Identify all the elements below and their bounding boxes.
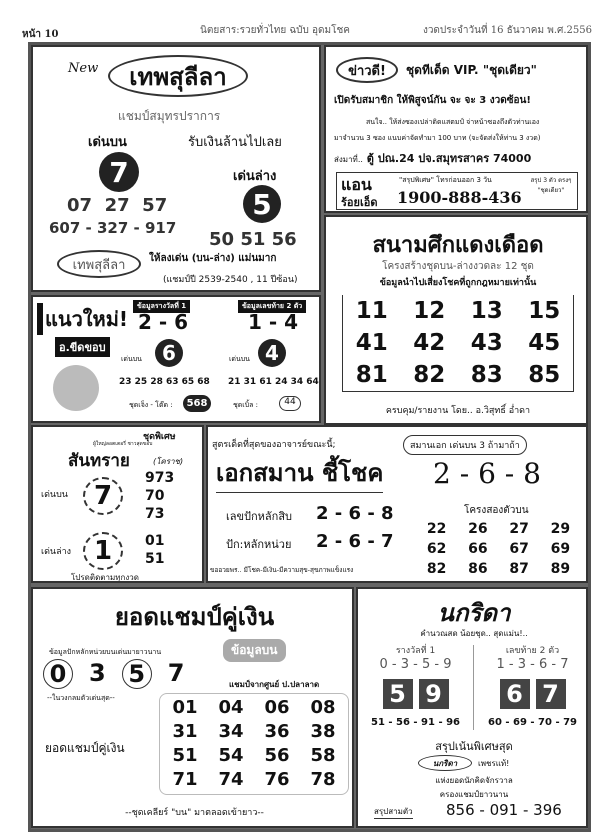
yot-side: ยอดแชมป์คู่เงิน <box>45 741 125 755</box>
circle-note: --ในวงกลมตัวเด่นสุด-- <box>47 694 115 702</box>
num: 01 <box>145 533 165 549</box>
nakrida-title: นกริดา <box>437 599 511 627</box>
number: 71 <box>172 769 198 790</box>
aan-promo: "สรุปพิเศษ" โทรก่อนออก 3 วัน <box>399 176 492 184</box>
ek-title: เอกสมาน ชี้โชค <box>216 453 383 493</box>
yot-champ-panel <box>31 587 354 828</box>
number: 66 <box>468 541 488 557</box>
santhrai-place: (โคราช) <box>153 457 184 466</box>
digit-circled: 5 <box>122 659 152 689</box>
number: 27 <box>509 521 529 537</box>
divider <box>473 645 474 730</box>
santhrai-small: ผู้ใหญ่ลอตเตอรี่ ชาวสุดขอบ <box>93 441 153 447</box>
vip-title-text: ชุดทีเด็ด VIP. <box>406 63 479 77</box>
aan-phone: 1900-888-436 <box>397 188 522 207</box>
number: 34 <box>218 721 244 742</box>
right-set-label: ชุดเบิ้ล : <box>233 401 259 409</box>
thep-note: ให้ลงเด่น (บน-ล่าง) แม่นมาก <box>149 253 277 264</box>
bottom-pairs: 50 51 56 <box>209 229 297 250</box>
vip-address <box>334 149 531 167</box>
bottom-label: เด่นล่าง <box>233 169 277 184</box>
nakrida-gem: เพชรแท้! <box>478 759 510 768</box>
yot-source: แชมป์จากศูนย์ ป.ปลาลาด <box>229 680 320 689</box>
santhrai-footer: โปรดติดตามทุกงวด <box>71 573 139 582</box>
yot-note: ข้อมูลปักหลักหน่วยบนเด่นมายาวนาน <box>49 648 162 656</box>
number: 86 <box>468 561 488 577</box>
number: 36 <box>264 721 290 742</box>
number: 51 <box>172 745 198 766</box>
vip-title <box>406 61 537 80</box>
ek-grid <box>416 519 581 579</box>
nakrida-logo-small: นกริดา <box>418 755 472 771</box>
slogan: รับเงินล้านไปเลย <box>188 135 282 150</box>
number: 41 <box>355 330 388 356</box>
sanam-note: ข้อมูลนำไปเสี่ยงโชคที่ถูกกฎหมายเท่านั้น <box>379 278 537 288</box>
ek-intro: สูตรเด็ดที่สุดของอาจารย์ขณะนี้; <box>212 440 336 450</box>
vip-line1: สนใจ.. ให้ส่งซองเปล่าติดแสตมป์ จ่าหน้าซองถึงตัวท่านเอง <box>366 118 540 126</box>
top-label: เด่นบน <box>88 135 127 150</box>
number: 15 <box>528 298 561 324</box>
num: 973 <box>145 470 175 486</box>
num: 51 <box>145 551 165 567</box>
bottom-digit: 1 <box>83 532 123 570</box>
ek-wish: ขออวยพร.. มีโชค-มีเงิน-มีความสุข-สุขภาพแข็งแรง <box>210 566 354 574</box>
right-digits <box>475 679 588 709</box>
number: 08 <box>310 697 336 718</box>
top-label: เด่นบน <box>41 490 68 500</box>
thep-suleela-panel <box>31 45 321 292</box>
aan-brand-sub: ร้อยเอ็ด <box>341 196 378 209</box>
angel-illustration <box>53 365 99 411</box>
number: 85 <box>528 362 561 388</box>
sanam-sub: โครงสร้างชุดบน-ล่างงวดละ 12 ชุด <box>382 261 534 272</box>
yot-grid <box>159 693 349 795</box>
santhrai-panel <box>31 425 204 583</box>
num: 70 <box>145 488 165 504</box>
right-top-label: เด่นบน <box>229 355 250 363</box>
left-pair: 2 - 6 <box>138 310 189 334</box>
right-digit: 4 <box>258 339 286 367</box>
ek-big: 2 - 6 - 8 <box>433 457 541 490</box>
digit-box: 5 <box>383 679 413 709</box>
digit: 7 <box>167 659 185 687</box>
naew-author: อ.ขีดขอบ <box>55 337 110 357</box>
three-label: สรุปสามตัว <box>374 805 413 819</box>
units-label: ปัก:หลักหน่วย <box>226 538 292 551</box>
digit: 3 <box>89 659 106 687</box>
yot-title: ยอดแชมป์คู่เงิน <box>114 603 275 631</box>
top-pairs: 07 27 57 <box>67 195 168 216</box>
issue-date: งวดประจำวันที่ 16 ธันวาคม พ.ศ.2556 <box>422 25 592 36</box>
page-number: หน้า 10 <box>22 29 59 40</box>
yot-tag: ข้อมูลบน <box>223 639 286 662</box>
left-set: 568 <box>183 395 211 412</box>
number: 31 <box>172 721 198 742</box>
bottom-nums <box>145 532 164 568</box>
number: 43 <box>470 330 503 356</box>
tens-label: เลขปักหลักสิบ <box>226 510 293 523</box>
num: 73 <box>145 506 165 522</box>
thep-champ: (แชมป์ปี 2539-2540 , 11 ปีซ้อน) <box>163 275 298 285</box>
three-value: 856 - 091 - 396 <box>446 801 562 819</box>
tens-value: 2 - 6 - 8 <box>316 503 394 524</box>
sanam-footer: ครบคุม/รายงาน โดย.. อ.วิสุทธิ์ อ่ำดา <box>385 406 531 416</box>
address-value: ตู้ ปณ.24 ปจ.สมุทรสาคร 74000 <box>366 152 532 165</box>
aan-brand: แอน <box>341 175 372 194</box>
grid-title: โครงสองตัวบน <box>464 505 529 516</box>
right-nums: 60 - 69 - 70 - 79 <box>487 717 577 728</box>
left-digit: 6 <box>155 339 183 367</box>
number: 82 <box>426 561 447 577</box>
number: 38 <box>310 721 336 742</box>
top-nums <box>145 469 174 523</box>
nakrida-line1: แห่งยอดนักคิดจักรวาล <box>435 776 513 785</box>
left-top-label: เด่นบน <box>121 355 142 363</box>
sanam-panel <box>324 215 588 425</box>
right-nums: 21 31 61 24 34 64 <box>228 377 319 387</box>
left-nums: 51 - 56 - 91 - 96 <box>370 717 460 728</box>
ek-saman-panel <box>206 425 588 583</box>
number: 83 <box>470 362 503 388</box>
vip-headline: เปิดรับสมาชิก ให้พิสูจน์กัน จะ จะ 3 งวดซ้อน! <box>334 95 531 106</box>
number: 01 <box>172 697 198 718</box>
number: 69 <box>550 541 571 557</box>
ek-badge: สมานเอก เด่นบน 3 ถ้ามาถ้า <box>403 435 527 455</box>
right-seq: 1 - 3 - 6 - 7 <box>496 657 569 672</box>
number: 12 <box>413 298 446 324</box>
yot-digits <box>43 659 184 689</box>
number: 82 <box>413 362 446 388</box>
santhrai-tag: ชุดพิเศษ <box>143 432 176 442</box>
top-digit: 7 <box>83 477 123 515</box>
thep-logo: เทพสุลีลา <box>108 55 248 97</box>
number: 26 <box>468 521 488 537</box>
number: 29 <box>550 521 571 537</box>
number: 42 <box>413 330 446 356</box>
number: 58 <box>310 745 336 766</box>
number: 87 <box>509 561 529 577</box>
vip-panel <box>324 45 588 213</box>
thep-subtitle: แชมป์สมุทรปราการ <box>118 109 221 123</box>
number: 54 <box>218 745 244 766</box>
vip-title-quote: "ชุดเดียว" <box>482 63 537 77</box>
number: 06 <box>264 697 290 718</box>
nakrida-line2: ครองแชมป์ยาวนาน <box>439 790 509 799</box>
number: 74 <box>218 769 244 790</box>
left-set-label: ชุดเจ็ง - โต๊ด : <box>129 401 173 409</box>
left-label: รางวัลที่ 1 <box>395 646 436 656</box>
nakrida-sub: คำนวณสด น้อยชุด.. สุดแม่น!.. <box>420 629 528 638</box>
number: 11 <box>355 298 388 324</box>
number: 81 <box>355 362 388 388</box>
units-value: 2 - 6 - 7 <box>316 531 394 552</box>
nakrida-panel <box>356 587 588 828</box>
aan-side: สรุป 3 ตัว ตรงๆ "ชุดเดียว" <box>530 177 572 194</box>
vip-line2: มาจำนวน 3 ซอง แนบค่าจัดทำมา 100 บาท (จะจัดส่งให้ท่าน 3 งวด) <box>334 134 541 142</box>
number: 67 <box>509 541 529 557</box>
digit-circled: 0 <box>43 659 73 689</box>
sanam-grid <box>342 295 574 392</box>
left-seq: 0 - 3 - 5 - 9 <box>379 657 452 672</box>
good-news-badge: ข่าวดี! <box>336 57 398 83</box>
address-label: ส่งมาที่.. <box>334 155 363 164</box>
thep-logo-small: เทพสุลีลา <box>57 250 141 278</box>
number: 62 <box>426 541 447 557</box>
triples: 607 - 327 - 917 <box>49 219 177 237</box>
naew-logo: แนวใหม่! <box>37 303 128 335</box>
santhrai-name: สันทราย <box>68 451 130 471</box>
number: 78 <box>310 769 336 790</box>
digit-box: 7 <box>536 679 566 709</box>
aan-ad <box>336 172 578 210</box>
digit-box: 9 <box>419 679 449 709</box>
right-label: ข้อมูลเลขท้าย 2 ตัว <box>238 300 306 313</box>
left-label: ข้อมูลรางวัลที่ 1 <box>133 300 190 313</box>
publication-title: นิตยสาร:รวยทั่วไทย ฉบับ อุดมโชค <box>200 25 350 36</box>
yot-footer: --ชุดเคลียร์ "บน" มาตลอดเข้ายาว-- <box>125 808 264 818</box>
top-digit: 7 <box>99 152 139 192</box>
number: 13 <box>470 298 503 324</box>
bottom-digit: 5 <box>243 185 281 223</box>
right-label: เลขท้าย 2 ตัว <box>505 646 560 656</box>
new-label: New <box>68 61 99 76</box>
bottom-label: เด่นล่าง <box>41 547 72 557</box>
number: 89 <box>550 561 571 577</box>
left-nums: 23 25 28 63 65 68 <box>119 377 210 387</box>
number: 76 <box>264 769 290 790</box>
number: 04 <box>218 697 244 718</box>
left-digits <box>358 679 473 709</box>
number: 56 <box>264 745 290 766</box>
sanam-title: สนามศึกแดงเดือด <box>372 233 544 258</box>
right-set: 44 <box>279 396 301 411</box>
number: 22 <box>426 521 447 537</box>
right-pair: 1 - 4 <box>248 310 299 334</box>
naew-mai-panel <box>31 295 321 423</box>
digit-box: 6 <box>500 679 530 709</box>
number: 45 <box>528 330 561 356</box>
nakrida-promo: สรุปเน้นพิเศษสุด <box>435 740 513 753</box>
